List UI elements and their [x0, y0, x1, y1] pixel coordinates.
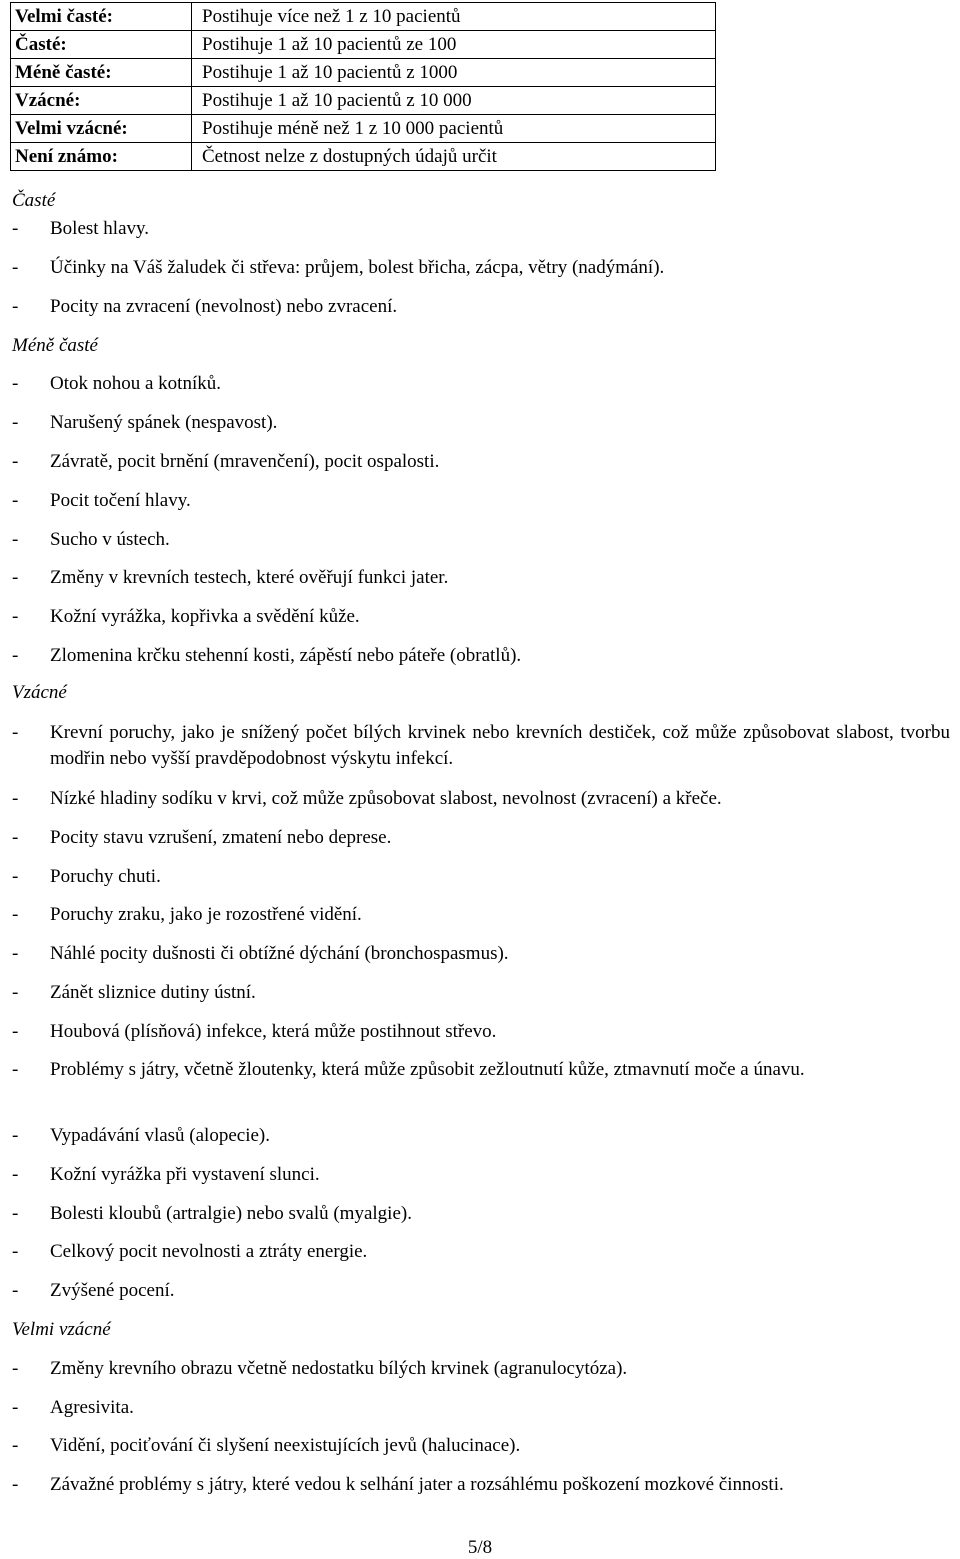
list-item: - Sucho v ústech.: [12, 527, 950, 553]
list-item: - Krevní poruchy, jako je snížený počet bílých krvinek nebo krevních destiček, což může způsobovat slabost, tvorbu modřin nebo vyšší pravděpodobnost výskytu infekcí.: [12, 722, 950, 769]
list-item: - Změny v krevních testech, které ověřují funkci jater.: [12, 565, 950, 591]
list-item: - Kožní vyrážka při vystavení slunci.: [12, 1162, 950, 1188]
list-dash: -: [12, 1435, 19, 1456]
list-item: - Kožní vyrážka, kopřivka a svědění kůže.: [12, 604, 950, 630]
list-item: - Vypadávání vlasů (alopecie).: [12, 1123, 950, 1149]
list-dash: -: [12, 1203, 19, 1224]
list-dash: -: [12, 490, 19, 511]
table-row: [11, 31, 716, 59]
list-dash: -: [12, 722, 19, 743]
table-row: [11, 59, 716, 87]
section-heading-mene-caste: Méně časté: [12, 335, 98, 356]
list-item: - Otok nohou a kotníků.: [12, 371, 950, 397]
list-dash: -: [12, 1280, 19, 1301]
frequency-description: Postihuje méně než 1 z 10 000 pacientů: [192, 115, 716, 143]
frequency-term: Časté:: [11, 31, 192, 59]
frequency-description: Postihuje více než 1 z 10 pacientů: [192, 3, 716, 31]
list-item: - Celkový pocit nevolnosti a ztráty energie.: [12, 1239, 950, 1265]
list-item: - Změny krevního obrazu včetně nedostatku bílých krvinek (agranulocytóza).: [12, 1356, 950, 1382]
frequency-description: Postihuje 1 až 10 pacientů z 1000: [192, 59, 716, 87]
list-item: - Poruchy chuti.: [12, 864, 950, 890]
list-dash: -: [12, 1021, 19, 1042]
list-item: - Poruchy zraku, jako je rozostřené vidění.: [12, 902, 950, 928]
list-dash: -: [12, 1397, 19, 1418]
frequency-term: Vzácné:: [11, 87, 192, 115]
table-row: [11, 115, 716, 143]
list-dash: -: [12, 451, 19, 472]
list-dash: -: [12, 1059, 19, 1080]
section-heading-velmi-vzacne: Velmi vzácné: [12, 1319, 111, 1340]
list-item: - Závažné problémy s játry, které vedou k selhání jater a rozsáhlému poškození mozkové činnosti.: [12, 1472, 950, 1498]
frequency-term: Velmi časté:: [11, 3, 192, 31]
list-item: - Bolesti kloubů (artralgie) nebo svalů (myalgie).: [12, 1201, 950, 1227]
frequency-term: Velmi vzácné:: [11, 115, 192, 143]
list-item: - Narušený spánek (nespavost).: [12, 410, 950, 436]
list-dash: -: [12, 1474, 19, 1495]
list-dash: -: [12, 645, 19, 666]
list-dash: -: [12, 218, 19, 239]
list-dash: -: [12, 982, 19, 1003]
list-item: - Pocity na zvracení (nevolnost) nebo zvracení.: [12, 294, 950, 320]
list-dash: -: [12, 373, 19, 394]
list-dash: -: [12, 1241, 19, 1262]
list-item: - Účinky na Váš žaludek či střeva: průjem, bolest břicha, zácpa, větry (nadýmání).: [12, 255, 950, 281]
list-item: - Pocit točení hlavy.: [12, 488, 950, 514]
table-row: [11, 143, 716, 171]
list-dash: -: [12, 529, 19, 550]
frequency-term: Méně časté:: [11, 59, 192, 87]
list-dash: -: [12, 257, 19, 278]
frequency-description: Postihuje 1 až 10 pacientů ze 100: [192, 31, 716, 59]
list-dash: -: [12, 943, 19, 964]
table-row: [11, 87, 716, 115]
list-item: - Zánět sliznice dutiny ústní.: [12, 980, 950, 1006]
list-dash: -: [12, 412, 19, 433]
section-heading-vzacne: Vzácné: [12, 682, 67, 703]
list-item: - Agresivita.: [12, 1395, 950, 1421]
list-dash: -: [12, 567, 19, 588]
frequency-term: Není známo:: [11, 143, 192, 171]
list-dash: -: [12, 296, 19, 317]
frequency-description: Postihuje 1 až 10 pacientů z 10 000: [192, 87, 716, 115]
list-item: - Zlomenina krčku stehenní kosti, zápěstí nebo páteře (obratlů).: [12, 643, 950, 669]
list-dash: -: [12, 827, 19, 848]
section-heading-caste: Časté: [12, 190, 56, 211]
frequency-description: Četnost nelze z dostupných údajů určit: [192, 143, 716, 171]
list-dash: -: [12, 606, 19, 627]
list-item: - Nízké hladiny sodíku v krvi, což může způsobovat slabost, nevolnost (zvracení) a křeče.: [12, 786, 950, 812]
page-number: 5/8: [467, 1537, 493, 1558]
list-item: - Bolest hlavy.: [12, 216, 950, 242]
list-dash: -: [12, 866, 19, 887]
frequency-table: [10, 2, 716, 171]
list-item: - Houbová (plísňová) infekce, která může postihnout střevo.: [12, 1019, 950, 1045]
list-dash: -: [12, 1164, 19, 1185]
list-item: - Problémy s játry, včetně žloutenky, která může způsobit zežloutnutí kůže, ztmavnutí moče a únavu.: [12, 1057, 950, 1083]
table-row: [11, 3, 716, 31]
list-item: - Pocity stavu vzrušení, zmatení nebo deprese.: [12, 825, 950, 851]
list-item: - Zvýšené pocení.: [12, 1278, 950, 1304]
list-item: - Vidění, pociťování či slyšení neexistujících jevů (halucinace).: [12, 1433, 950, 1459]
list-item: - Náhlé pocity dušnosti či obtížné dýchání (bronchospasmus).: [12, 941, 950, 967]
list-dash: -: [12, 1125, 19, 1146]
list-dash: -: [12, 904, 19, 925]
list-dash: -: [12, 788, 19, 809]
list-item: - Závratě, pocit brnění (mravenčení), pocit ospalosti.: [12, 449, 950, 475]
list-dash: -: [12, 1358, 19, 1379]
